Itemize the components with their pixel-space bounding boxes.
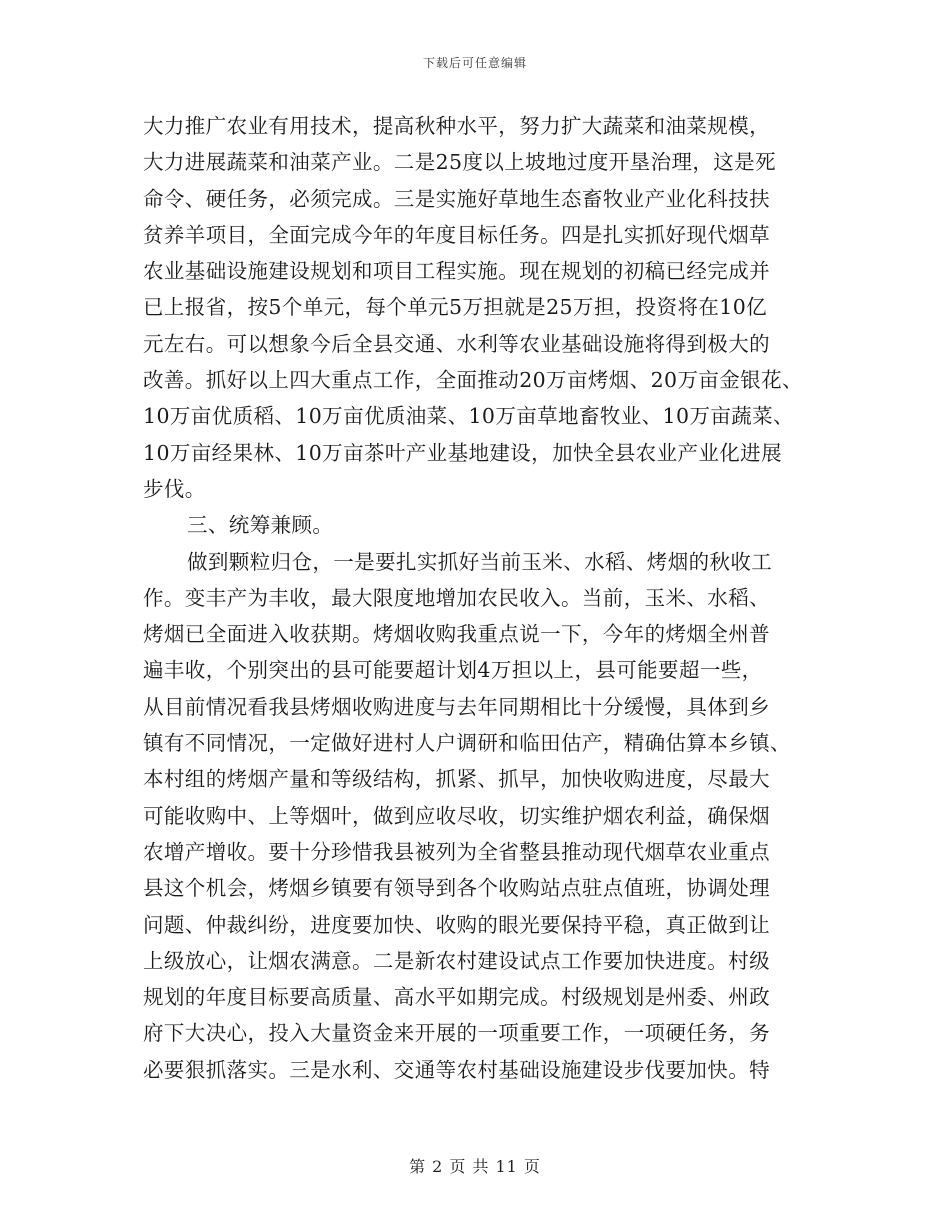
text-line: 命令、硬任务，必须完成。三是实施好草地生态畜牧业产业化科技扶 — [143, 186, 770, 211]
footer-middle: 页 共 — [449, 1157, 490, 1176]
text-line: 规划的年度目标要高质量、高水平如期完成。村级规划是州委、州政 — [143, 985, 770, 1010]
text-line: 遍丰收，个别突出的县可能要超计划4万担以上，县可能要超一些， — [143, 658, 763, 683]
text-line: 本村组的烤烟产量和等级结构，抓紧、抓早，加快收购进度，尽最大 — [143, 767, 770, 792]
text-line: 大力进展蔬菜和油菜产业。二是25度以上坡地过度开垦治理，这是死 — [143, 150, 776, 175]
text-line: 烤烟已全面进入收获期。烤烟收购我重点说一下，今年的烤烟全州普 — [143, 622, 770, 647]
text-line: 镇有不同情况，一定做好进村人户调研和临田估产，精确估算本乡镇、 — [143, 731, 791, 756]
text-line: 农业基础设施建设规划和项目工程实施。现在规划的初稿已经完成并 — [143, 259, 770, 284]
text-line: 上级放心，让烟农满意。二是新农村建设试点工作要加快进度。村级 — [143, 948, 770, 973]
text-line: 10万亩经果林、10万亩茶叶产业基地建设，加快全县农业产业化进展 — [143, 440, 782, 465]
page-footer — [0, 1154, 950, 1177]
footer-prefix: 第 — [409, 1157, 427, 1176]
text-line: 步伐。 — [143, 476, 206, 501]
text-line: 问题、仲裁纠纷，进度要加快、收购的眼光要保持平稳，真正做到让 — [143, 912, 770, 937]
text-line: 作。变丰产为丰收，最大限度地增加农民收入。当前，玉米、水稻、 — [143, 585, 770, 610]
text-line: 农增产增收。要十分珍惜我县被列为全省整县推动现代烟草农业重点 — [143, 839, 770, 864]
text-line: 元左右。可以想象今后全县交通、水利等农业基础设施将得到极大的 — [143, 331, 770, 356]
text-line: 府下大决心，投入大量资金来开展的一项重要工作，一项硬任务，务 — [143, 1021, 770, 1046]
text-line: 大力推广农业有用技术，提高秋种水平，努力扩大蔬菜和油菜规模， — [143, 114, 770, 138]
page-header: 下载后可任意编辑 — [422, 56, 527, 70]
text-line: 10万亩优质稻、10万亩优质油菜、10万亩草地畜牧业、10万亩蔬菜、 — [143, 404, 794, 429]
text-line: 县这个机会，烤烟乡镇要有领导到各个收购站点驻点值班，协调处理 — [143, 876, 770, 901]
text-line: 贫养羊项目，全面完成今年的年度目标任务。四是扎实抓好现代烟草 — [143, 222, 770, 247]
footer-total-pages: 11 — [495, 1157, 518, 1176]
text-line: 已上报省，按5个单元，每个单元5万担就是25万担，投资将在10亿 — [143, 295, 768, 320]
document-body — [143, 108, 833, 1088]
text-line: 改善。抓好以上四大重点工作，全面推动20万亩烤烟、20万亩金银花、 — [143, 368, 803, 393]
text-line: 从目前情况看我县烤烟收购进度与去年同期相比十分缓慢，具体到乡 — [143, 694, 770, 719]
text-line: 做到颗粒归仓，一是要扎实抓好当前玉米、水稻、烤烟的秋收工 — [187, 549, 773, 574]
footer-suffix: 页 — [523, 1157, 541, 1176]
text-line: 必要狠抓落实。三是水利、交通等农村基础设施建设步伐要加快。特 — [143, 1057, 770, 1082]
text-line: 可能收购中、上等烟叶，做到应收尽收，切实维护烟农利益，确保烟 — [143, 803, 770, 828]
text-line: 三、统筹兼顾。 — [187, 513, 334, 538]
footer-page-number: 2 — [432, 1157, 444, 1176]
